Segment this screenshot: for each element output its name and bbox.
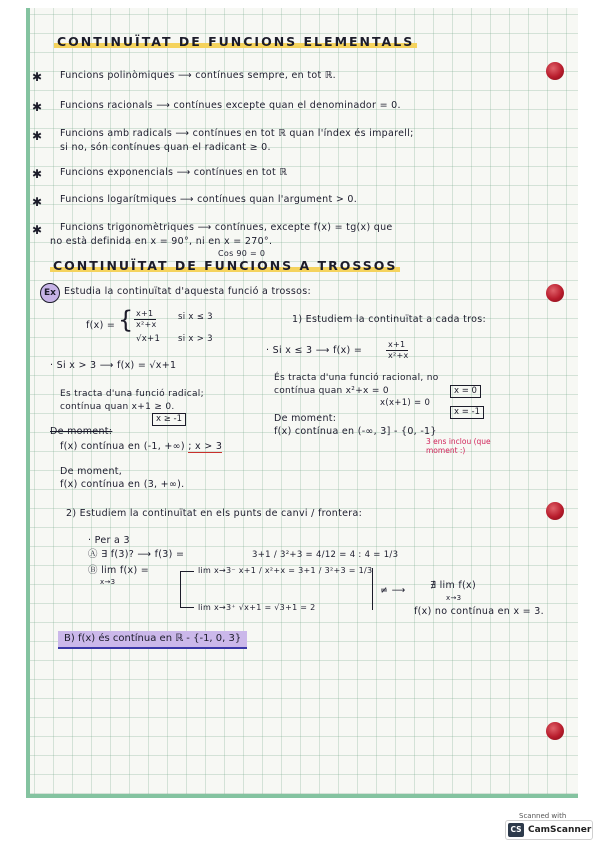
step2-heading: 2) Estudiem la continuïtat en els punts de canvi / frontera: xyxy=(66,508,363,519)
bullet-icon: ✱ xyxy=(32,129,43,143)
cont-right: f(x) contínua en (-∞, 3] - {0, -1} xyxy=(274,426,437,437)
step1-heading: 1) Estudiem la continuïtat a cada tros: xyxy=(292,314,486,325)
item-rational: Funcions racionals ⟶ contínues excepte quan el denominador = 0. xyxy=(60,100,401,111)
case-le3-label: · Si x ≤ 3 ⟶ f(x) = xyxy=(266,345,363,356)
comparison-bracket xyxy=(372,568,373,610)
neq-arrow: ≠ ⟶ xyxy=(380,585,406,596)
bullet-icon: ✱ xyxy=(32,167,43,181)
rational-text2: contínua quan x²+x = 0 xyxy=(274,386,389,396)
bracket-line xyxy=(180,571,181,607)
piece1-numerator: x+1 xyxy=(136,309,154,318)
no-limit-sub: x→3 xyxy=(446,594,462,602)
cos-note: Cos 90 = 0 xyxy=(218,249,266,258)
rational-text1: És tracta d'una funció racional, no xyxy=(274,373,439,383)
de-moment-right: De moment: xyxy=(274,413,337,424)
no-limit: ∄ lim f(x) xyxy=(430,580,476,591)
rational-box-xm1: x = -1 xyxy=(450,406,484,419)
piece2-expression: √x+1 xyxy=(136,334,161,344)
cont-left-1-text: f(x) contínua en (-1, +∞) xyxy=(60,441,189,452)
binder-hole xyxy=(546,284,564,302)
item-polynomial: Funcions polinòmiques ⟶ contínues sempre, en tot ℝ. xyxy=(60,70,336,81)
bullet-icon: ✱ xyxy=(32,223,43,237)
binder-hole xyxy=(546,502,564,520)
camscanner-icon: CS xyxy=(508,823,524,837)
final-answer: B) f(x) és contínua en ℝ - {-1, 0, 3} xyxy=(58,631,247,649)
part-a-label: Ⓐ ∃ f(3)? ⟶ f(3) = xyxy=(88,549,185,560)
title-piecewise: CONTINUÏTAT DE FUNCIONS A TROSSOS xyxy=(50,258,400,274)
piece1-denominator: x²+x xyxy=(136,320,157,329)
cont-left-1 xyxy=(60,441,222,453)
pink-note-1: 3 ens inclou (que xyxy=(426,437,491,446)
bullet-icon: ✱ xyxy=(32,70,43,84)
exercise-badge: Ex xyxy=(40,283,60,303)
binder-hole xyxy=(546,722,564,740)
cont-left-1-restriction: ; x > 3 xyxy=(188,441,223,452)
piece2-condition: si x > 3 xyxy=(178,334,213,344)
de-moment-2: De moment, xyxy=(60,466,123,477)
item-trig-line1: Funcions trigonomètriques ⟶ contínues, excepte f(x) = tg(x) que xyxy=(60,222,393,233)
item-trig-line2: no està definida en x = 90°, ni en x = 270°. xyxy=(50,236,273,247)
item-radical-line2: si no, són contínues quan el radicant ≥ 0. xyxy=(60,142,271,153)
bullet-icon: ✱ xyxy=(32,195,43,209)
radical-text2: contínua quan x+1 ≥ 0. xyxy=(60,402,175,412)
camscanner-logo xyxy=(505,820,593,840)
title-elementary-functions: CONTINUÏTAT DE FUNCIONS ELEMENTALS xyxy=(54,34,417,50)
cont-left-2: f(x) contínua en (3, +∞). xyxy=(60,479,185,490)
part-a-calc: 3+1 / 3²+3 = 4/12 = 4 : 4 = 1/3 xyxy=(252,550,399,560)
part-b-label: Ⓑ lim f(x) = xyxy=(88,565,150,576)
rational-box-x0: x = 0 xyxy=(450,385,481,398)
lim-minus: lim x→3⁻ x+1 / x²+x = 3+1 / 3²+3 = 1/3 xyxy=(198,566,373,575)
case-gt3: · Si x > 3 ⟶ f(x) = √x+1 xyxy=(50,360,177,371)
camscanner-brand: CamScanner xyxy=(528,825,592,835)
part-b-sub: x→3 xyxy=(100,578,116,586)
f-label: f(x) = xyxy=(86,320,116,331)
bullet-icon: ✱ xyxy=(32,100,43,114)
radical-text1: Es tracta d'una funció radical; xyxy=(60,389,204,399)
piece1-condition: si x ≤ 3 xyxy=(178,312,213,322)
binder-hole xyxy=(546,62,564,80)
scanned-with-label: Scanned with xyxy=(519,812,567,820)
brace-icon: { xyxy=(118,306,134,334)
rational-text3: x(x+1) = 0 xyxy=(380,398,431,408)
case-le3-numerator: x+1 xyxy=(388,340,406,349)
item-exponential: Funcions exponencials ⟶ contínues en tot ℝ xyxy=(60,167,288,178)
bracket-line xyxy=(180,571,194,572)
exercise-prompt: Estudia la continuïtat d'aquesta funció a trossos: xyxy=(64,286,311,297)
pink-note-2: moment :) xyxy=(426,446,466,455)
bracket-line xyxy=(180,607,194,608)
lim-plus: lim x→3⁺ √x+1 = √3+1 = 2 xyxy=(198,603,316,612)
radical-box: x ≥ -1 xyxy=(152,413,186,426)
not-continuous: f(x) no contínua en x = 3. xyxy=(414,606,544,617)
case-le3-denominator: x²+x xyxy=(388,351,409,360)
notebook-paper xyxy=(26,8,578,798)
item-logarithmic: Funcions logarítmiques ⟶ contínues quan l'argument > 0. xyxy=(60,194,358,205)
per-a-3: · Per a 3 xyxy=(88,535,130,546)
de-moment-struck: De moment: xyxy=(50,426,113,437)
item-radical-line1: Funcions amb radicals ⟶ contínues en tot ℝ quan l'índex és imparell; xyxy=(60,128,414,139)
